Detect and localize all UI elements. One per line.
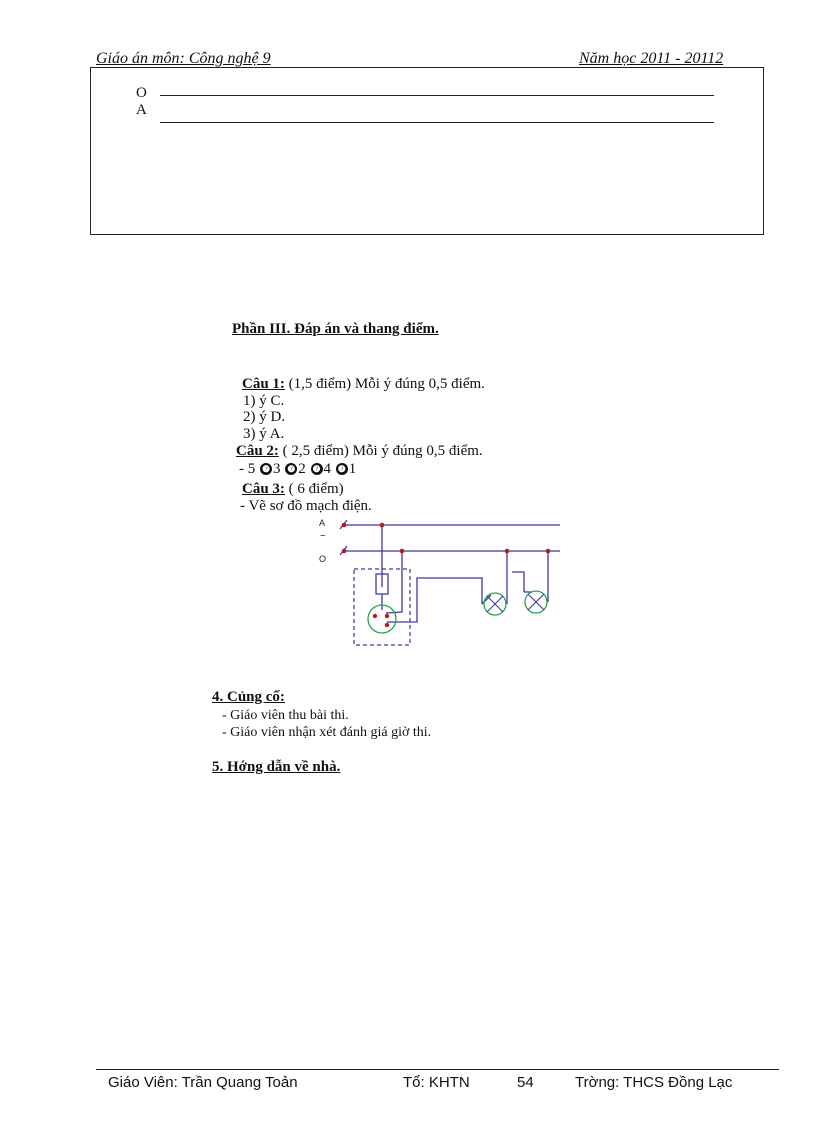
question-3 bbox=[242, 481, 344, 497]
circuit-diagram bbox=[312, 512, 568, 652]
box-line-o bbox=[160, 95, 714, 96]
question-2-desc: ( 2,5 điểm) Mỗi ý đúng 0,5 điểm. bbox=[278, 443, 483, 459]
header-subject: Giáo án môn: Công nghệ 9 bbox=[96, 50, 271, 67]
arrow-icon: ❼ bbox=[261, 464, 271, 474]
section-4-title: 4. Củng cố: bbox=[212, 689, 285, 705]
node bbox=[385, 623, 389, 627]
seq-item-1: - 5 bbox=[239, 461, 256, 477]
arrow-icon: ❼ bbox=[312, 464, 321, 474]
box-line-a bbox=[160, 122, 714, 123]
arrow-icon: ❼ bbox=[337, 464, 346, 474]
footer-group: Tổ: KHTN bbox=[403, 1074, 470, 1091]
diagram-label-a: A bbox=[319, 518, 326, 528]
diagram-label-o: O bbox=[319, 554, 327, 564]
seq-item-3: 2 bbox=[298, 461, 306, 477]
section-4-item-2: - Giáo viên nhận xét đánh giá giờ thi. bbox=[222, 725, 432, 740]
drawing-box bbox=[90, 67, 764, 235]
footer-teacher: Giáo Viên: Trần Quang Toản bbox=[108, 1074, 298, 1091]
arrow-icon: ❼ bbox=[287, 464, 296, 474]
question-1 bbox=[242, 376, 485, 392]
node bbox=[380, 523, 385, 528]
question-2 bbox=[236, 443, 483, 459]
question-2-label: Câu 2: bbox=[236, 443, 279, 459]
question-3-label: Câu 3: bbox=[242, 481, 285, 497]
question-1-answer-3: 3) ý A. bbox=[243, 426, 285, 442]
node bbox=[400, 549, 405, 554]
node bbox=[373, 614, 377, 618]
section-3-title: Phần III. Đáp án và thang điểm. bbox=[232, 321, 439, 337]
page-number: 54 bbox=[517, 1074, 534, 1091]
node bbox=[546, 549, 551, 554]
question-1-answer-2: 2) ý D. bbox=[243, 409, 286, 425]
section-4-item-1: - Giáo viên thu bài thi. bbox=[222, 708, 349, 723]
question-1-desc: (1,5 điểm) Mỗi ý đúng 0,5 điểm. bbox=[284, 376, 485, 392]
box-label-o: O bbox=[136, 85, 147, 101]
question-1-label: Câu 1: bbox=[242, 376, 285, 392]
footer-rule bbox=[96, 1069, 779, 1070]
question-3-task: - Vẽ sơ đồ mạch điện. bbox=[240, 498, 372, 514]
node bbox=[342, 523, 347, 528]
diagram-label-tilde: ~ bbox=[320, 531, 326, 542]
node bbox=[505, 549, 510, 554]
seq-item-4: 4 bbox=[323, 461, 331, 477]
node bbox=[385, 614, 389, 618]
seq-item-2: 3 bbox=[273, 461, 281, 477]
question-1-answer-1: 1) ý C. bbox=[243, 393, 285, 409]
seq-item-5: 1 bbox=[348, 461, 357, 477]
question-3-desc: ( 6 điểm) bbox=[284, 481, 344, 497]
box-label-a: A bbox=[136, 102, 147, 118]
section-5-title: 5. Hớng dẫn về nhà. bbox=[212, 759, 341, 775]
question-2-answer bbox=[239, 461, 356, 477]
footer-school: Trờng: THCS Đồng Lạc bbox=[575, 1074, 733, 1091]
node bbox=[342, 549, 347, 554]
wire-switch-lamp1 bbox=[387, 578, 482, 622]
header-school-year: Năm học 2011 - 20112 bbox=[579, 50, 724, 67]
